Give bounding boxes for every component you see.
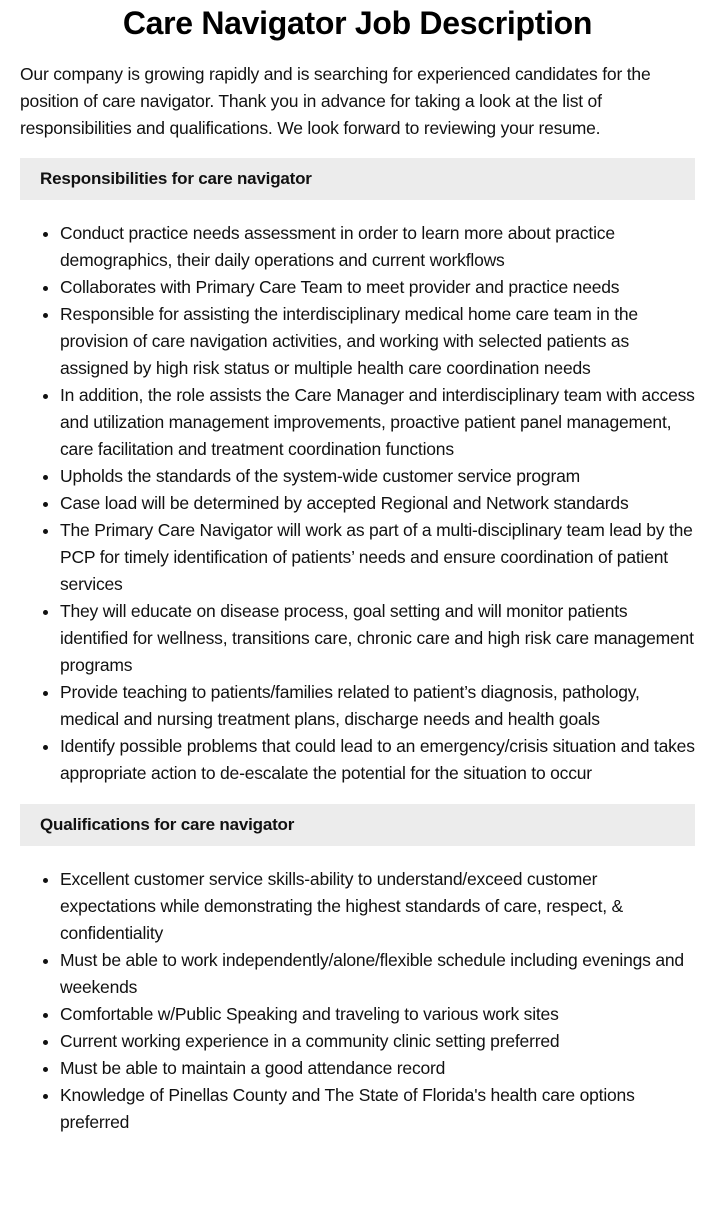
list-item: • Case load will be determined by accepted Regional and Network standards xyxy=(60,490,695,517)
list-item: • Must be able to maintain a good attendance record xyxy=(60,1055,695,1082)
intro-paragraph: Our company is growing rapidly and is searching for experienced candidates for the position of care navigator. Thank you in advance for taking a look at the list of responsibilities and qualifications. We look forward to reviewing your resume. xyxy=(20,64,651,138)
page-title: Care Navigator Job Description xyxy=(122,5,593,41)
list-item: • The Primary Care Navigator will work as part of a multi-disciplinary team lead by the PCP for timely identification of patients’ needs and ensure coordination of patient services xyxy=(60,517,695,598)
list-item: • In addition, the role assists the Care Manager and interdisciplinary team with access and utilization management improvements, proactive patient panel management, care facilitation and treatment coordination functions xyxy=(60,382,695,463)
list-item: • Collaborates with Primary Care Team to meet provider and practice needs xyxy=(60,274,695,301)
list-item: • Current working experience in a community clinic setting preferred xyxy=(60,1028,695,1055)
list-item: • Identify possible problems that could lead to an emergency/crisis situation and takes appropriate action to de-escalate the potential for the situation to occur xyxy=(60,733,695,787)
list-item: • Comfortable w/Public Speaking and traveling to various work sites xyxy=(60,1001,695,1028)
list-item: • Must be able to work independently/alone/flexible schedule including evenings and weekends xyxy=(60,947,695,1001)
qualifications-list xyxy=(20,866,695,1136)
list-item: • Responsible for assisting the interdisciplinary medical home care team in the provision of care navigation activities, and working with selected patients as assigned by high risk status or multiple health care coordination needs xyxy=(60,301,695,382)
responsibilities-heading: Responsibilities for care navigator xyxy=(20,158,695,200)
list-item: • They will educate on disease process, goal setting and will monitor patients identified for wellness, transitions care, chronic care and high risk care management programs xyxy=(60,598,695,679)
list-item: • Knowledge of Pinellas County and The State of Florida's health care options preferred xyxy=(60,1082,695,1136)
list-item: • Upholds the standards of the system-wide customer service program xyxy=(60,463,695,490)
list-item: • Provide teaching to patients/families related to patient’s diagnosis, pathology, medical and nursing treatment plans, discharge needs and health goals xyxy=(60,679,695,733)
qualifications-heading: Qualifications for care navigator xyxy=(20,804,695,846)
responsibilities-list xyxy=(20,220,695,787)
list-item: • Excellent customer service skills-ability to understand/exceed customer expectations while demonstrating the highest standards of care, respect, & confidentiality xyxy=(60,866,695,947)
list-item: • Conduct practice needs assessment in order to learn more about practice demographics, their daily operations and current workflows xyxy=(60,220,695,274)
